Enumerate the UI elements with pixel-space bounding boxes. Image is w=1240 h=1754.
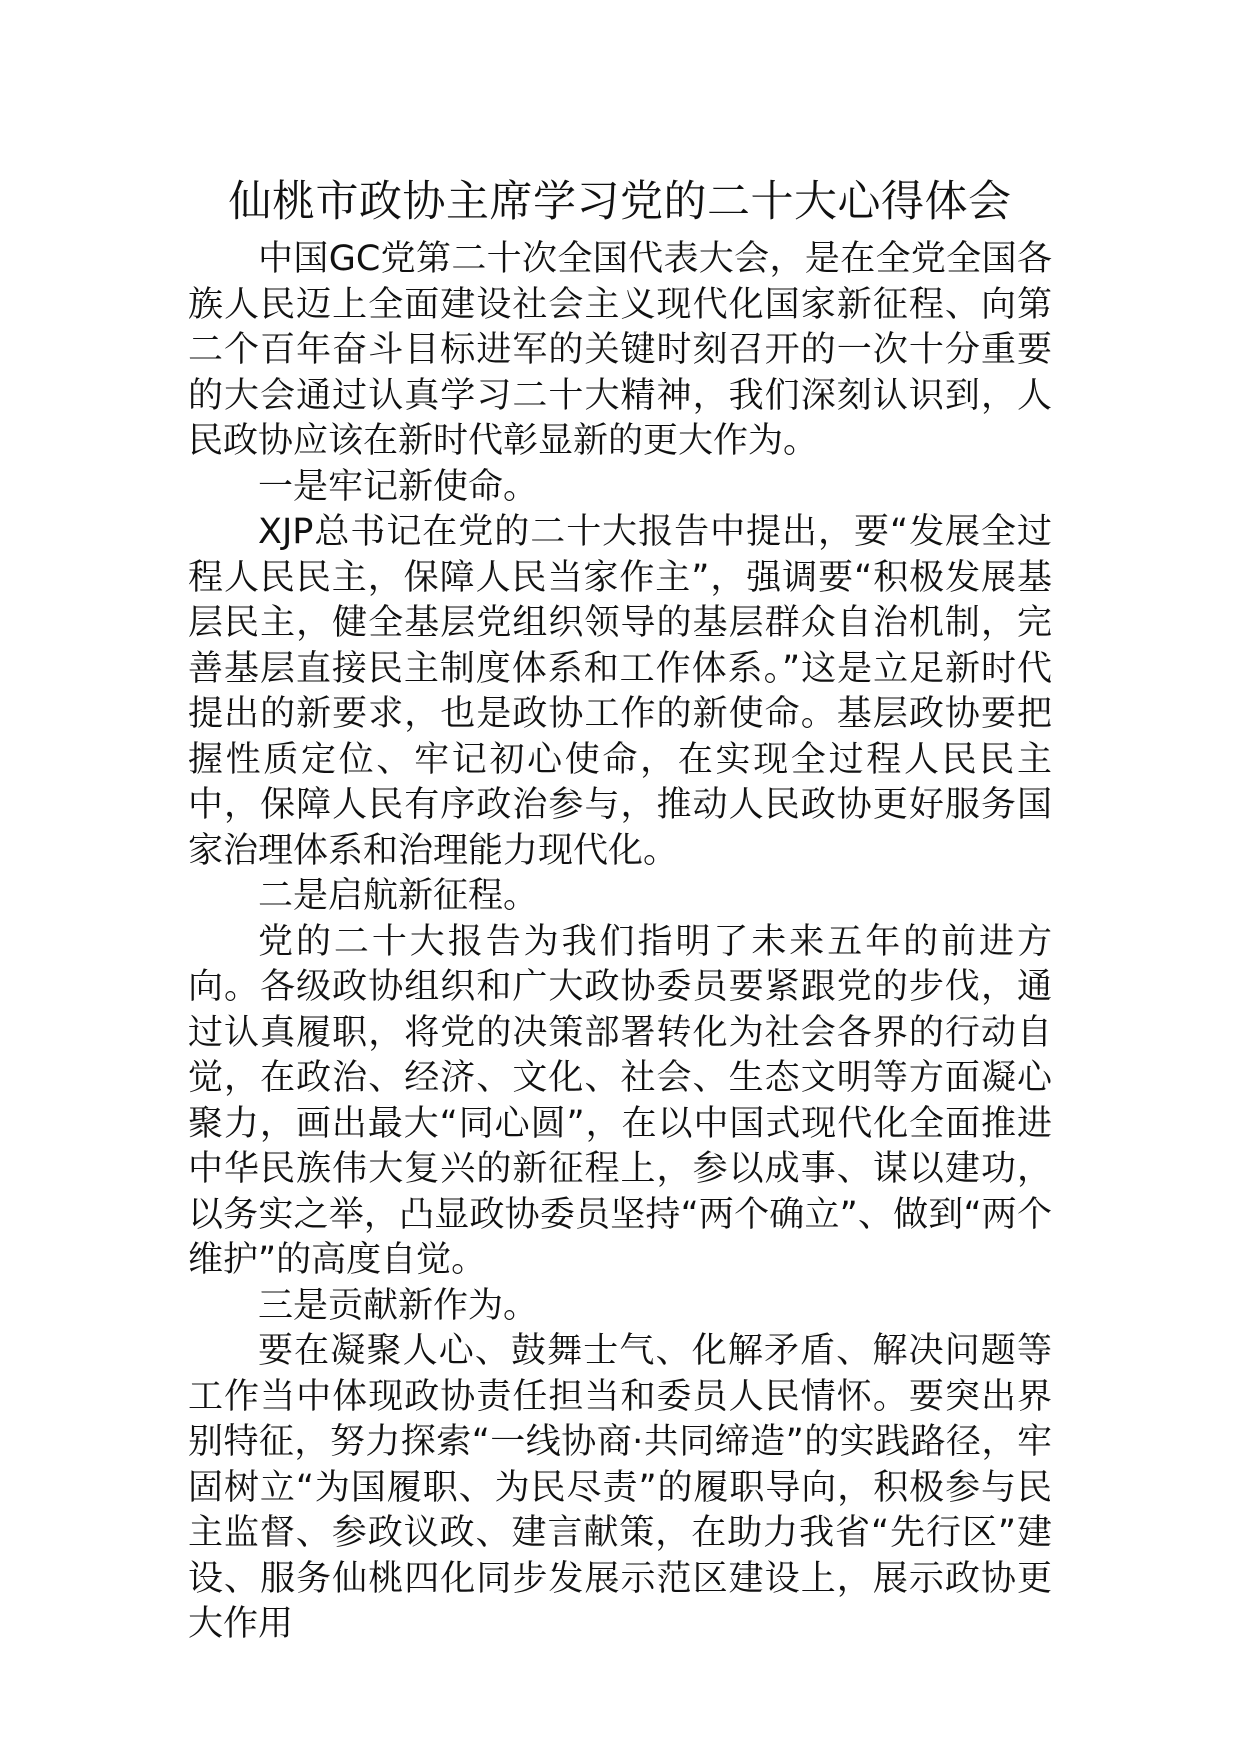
document-title: 仙桃市政协主席学习党的二十大心得体会 bbox=[228, 177, 1012, 227]
document-page bbox=[188, 175, 1052, 1648]
section-heading-2: 二是启航新征程。 bbox=[258, 876, 539, 916]
section-heading-1: 一是牢记新使命。 bbox=[258, 466, 539, 507]
section-heading-3: 三是贡献新作为。 bbox=[258, 1285, 539, 1326]
paragraph-intro: 中国GC党第二十次全国代表大会，是在全党全国各族人民迈上全面建设社会主义现代化国家新征程、向第二个百年奋斗目标进军的关键时刻召开的一次十分重要的大会通过认真学习二十大精神，我们深刻认识到，人民政协应该在新时代彰显新的更大作为。 bbox=[188, 239, 1052, 461]
paragraph-section-2: 党的二十大报告为我们指明了未来五年的前进方向。各级政协组织和广大政协委员要紧跟党的步伐，通过认真履职，将党的决策部署转化为社会各界的行动自觉，在政治、经济、文化、社会、生态文明等方面凝心聚力，画出最大“同心圆”，在以中国式现代化全面推进中华民族伟大复兴的新征程上，参以成事、谋以建功，以务实之举，凸显政协委员坚持“两个确立”、做到“两个维护”的高度自觉。 bbox=[188, 921, 1052, 1280]
paragraph-section-3: 要在凝聚人心、鼓舞士气、化解矛盾、解决问题等工作当中体现政协责任担当和委员人民情怀。要突出界别特征，努力探索“一线协商·共同缔造”的实践路径，牢固树立“为国履职、为民尽责”的履职导向，积极参与民主监督、参政议政、建言献策，在助力我省“先行区”建设、服务仙桃四化同步发展示范区建设上，展示政协更大作用 bbox=[188, 1331, 1052, 1644]
document-body bbox=[188, 237, 1052, 1648]
paragraph-section-1: XJP总书记在党的二十大报告中提出，要“发展全过程人民民主，保障人民当家作主”，强调要“积极发展基层民主，健全基层党组织领导的基层群众自治机制，完善基层直接民主制度体系和工作体系。”这是立足新时代提出的新要求，也是政协工作的新使命。基层政协要把握性质定位、牢记初心使命，在实现全过程人民民主中，保障人民有序政治参与，推动人民政协更好服务国家治理体系和治理能力现代化。 bbox=[188, 512, 1052, 871]
